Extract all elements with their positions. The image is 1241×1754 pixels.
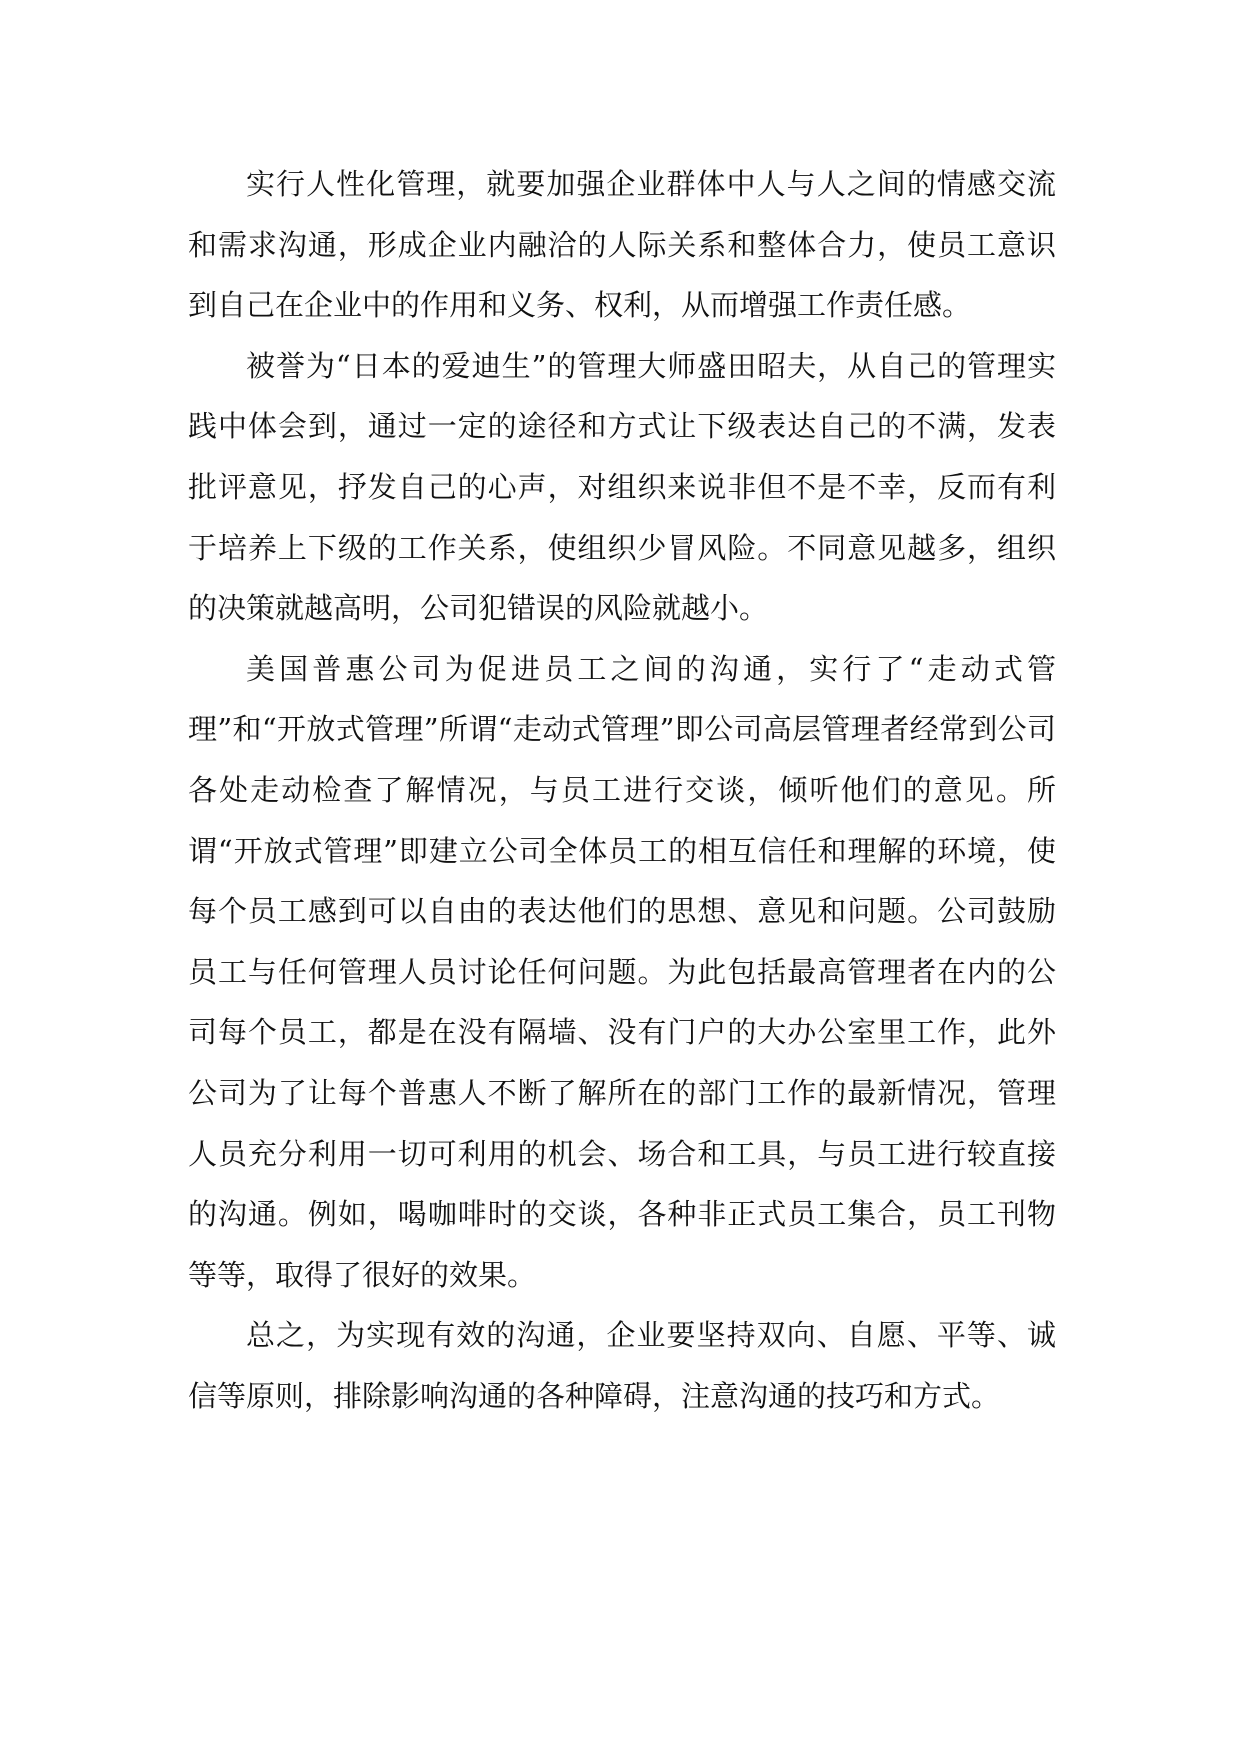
paragraph-humanized-management: 实行人性化管理，就要加强企业群体中人与人之间的情感交流和需求沟通，形成企业内融洽的人际关系和整体合力，使员工意识到自己在企业中的作用和义务、权利，从而增强工作责任感。: [188, 167, 1056, 323]
paragraph-conclusion: 总之，为实现有效的沟通，企业要坚持双向、自愿、平等、诚信等原则，排除影响沟通的各种障碍，注意沟通的技巧和方式。: [188, 1318, 1056, 1413]
document-body: [188, 154, 1056, 1426]
paragraph-pratt-whitney: 美国普惠公司为促进员工之间的沟通，实行了“走动式管理”和“开放式管理”所谓“走动式管理”即公司高层管理者经常到公司各处走动检查了解情况，与员工进行交谈，倾听他们的意见。所谓“开放式管理”即建立公司全体员工的相互信任和理解的环境，使每个员工感到可以自由的表达他们的思想、意见和问题。公司鼓励员工与任何管理人员讨论任何问题。为此包括最高管理者在内的公司每个员工，都是在没有隔墙、没有门户的大办公室里工作，此外公司为了让每个普惠人不断了解所在的部门工作的最新情况，管理人员充分利用一切可利用的机会、场合和工具，与员工进行较直接的沟通。例如，喝咖啡时的交谈，各种非正式员工集合，员工刊物等等，取得了很好的效果。: [188, 651, 1056, 1292]
paragraph-akio-morita: 被誉为“日本的爱迪生”的管理大师盛田昭夫，从自己的管理实践中体会到，通过一定的途径和方式让下级表达自己的不满，发表批评意见，抒发自己的心声，对组织来说非但不是不幸，反而有利于培养上下级的工作关系，使组织少冒风险。不同意见越多，组织的决策就越高明，公司犯错误的风险就越小。: [188, 348, 1056, 626]
